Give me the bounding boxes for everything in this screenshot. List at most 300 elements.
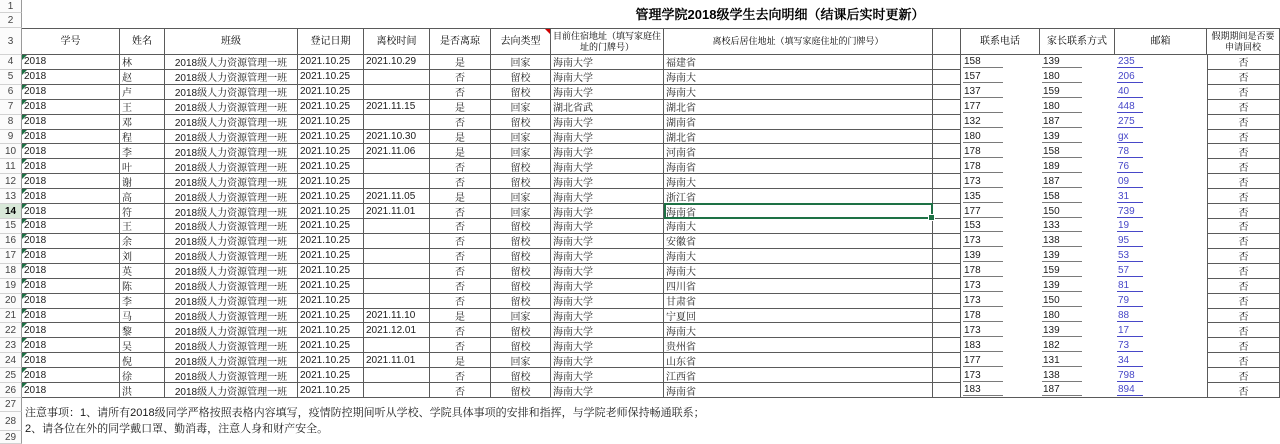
cell-r25-leave[interactable] — [364, 368, 430, 383]
cell-r26-sid[interactable] — [22, 383, 120, 398]
cell-r26-cls[interactable] — [165, 383, 298, 398]
cell-r14-phone[interactable] — [961, 204, 1040, 219]
cell-r5-holiday[interactable] — [1207, 70, 1280, 85]
cell-r10-cls[interactable] — [165, 144, 298, 159]
cell-r5-reg[interactable] — [298, 70, 364, 85]
cell-r7-island[interactable] — [430, 100, 491, 115]
cell-r16-email[interactable] — [1115, 234, 1207, 249]
cell-r6-island[interactable] — [430, 85, 491, 100]
cell-r17-after[interactable] — [664, 249, 933, 264]
cell-r20-gap[interactable] — [933, 294, 961, 309]
cell-r18-parent[interactable] — [1040, 264, 1115, 279]
cell-r24-cls[interactable] — [165, 353, 298, 368]
row-header-8[interactable] — [0, 115, 22, 130]
cell-r23-cls[interactable] — [165, 338, 298, 353]
email-link[interactable]: 275 — [1117, 116, 1143, 128]
cell-r23-cur[interactable] — [551, 338, 664, 353]
cell-r7-reg[interactable] — [298, 100, 364, 115]
cell-r19-cur[interactable] — [551, 279, 664, 294]
cell-r6-type[interactable] — [491, 85, 551, 100]
row-header-5[interactable] — [0, 70, 22, 85]
cell-r11-gap[interactable] — [933, 159, 961, 174]
cell-r9-holiday[interactable] — [1207, 130, 1280, 145]
cell-r8-gap[interactable] — [933, 115, 961, 130]
row-header-11[interactable] — [0, 159, 22, 174]
cell-r11-parent[interactable] — [1040, 159, 1115, 174]
cell-r22-name[interactable] — [120, 323, 165, 338]
cell-r17-cls[interactable] — [165, 249, 298, 264]
cell-r7-phone[interactable] — [961, 100, 1040, 115]
cell-r23-leave[interactable] — [364, 338, 430, 353]
cell-r18-type[interactable] — [491, 264, 551, 279]
cell-r13-name[interactable] — [120, 189, 165, 204]
cell-r17-email[interactable] — [1115, 249, 1207, 264]
cell-r15-reg[interactable] — [298, 219, 364, 234]
cell-r11-holiday[interactable] — [1207, 159, 1280, 174]
cell-r20-phone[interactable] — [961, 294, 1040, 309]
cell-r26-type[interactable] — [491, 383, 551, 398]
cell-r19-reg[interactable] — [298, 279, 364, 294]
cell-r12-reg[interactable] — [298, 174, 364, 189]
cell-r22-parent[interactable] — [1040, 323, 1115, 338]
cell-r25-cur[interactable] — [551, 368, 664, 383]
notes-line-2[interactable]: 2、请各位在外的同学戴口罩、勤消毒，注意人身和财产安全。 — [25, 423, 329, 435]
fill-handle[interactable] — [928, 214, 935, 221]
cell-r15-leave[interactable] — [364, 219, 430, 234]
cell-r24-parent[interactable] — [1040, 353, 1115, 368]
cell-r4-holiday[interactable] — [1207, 55, 1280, 70]
header-sid[interactable] — [22, 28, 120, 55]
cell-r15-island[interactable] — [430, 219, 491, 234]
cell-r4-sid[interactable] — [22, 55, 120, 70]
email-link[interactable]: 09 — [1117, 176, 1143, 188]
cell-r19-island[interactable] — [430, 279, 491, 294]
cell-r4-cls[interactable] — [165, 55, 298, 70]
cell-r4-island[interactable] — [430, 55, 491, 70]
cell-r13-cls[interactable] — [165, 189, 298, 204]
cell-r6-name[interactable] — [120, 85, 165, 100]
cell-r21-name[interactable] — [120, 309, 165, 324]
cell-r16-holiday[interactable] — [1207, 234, 1280, 249]
cell-r24-after[interactable] — [664, 353, 933, 368]
cell-r24-sid[interactable] — [22, 353, 120, 368]
cell-r21-phone[interactable] — [961, 309, 1040, 324]
row-header-4[interactable] — [0, 55, 22, 70]
cell-r7-email[interactable] — [1115, 100, 1207, 115]
header-type[interactable] — [491, 28, 551, 55]
cell-r5-parent[interactable] — [1040, 70, 1115, 85]
cell-r22-after[interactable] — [664, 323, 933, 338]
row-header-26[interactable] — [0, 383, 22, 398]
email-link[interactable]: 53 — [1117, 250, 1143, 262]
row-header-1[interactable] — [0, 0, 22, 13]
cell-r13-island[interactable] — [430, 189, 491, 204]
cell-r8-reg[interactable] — [298, 115, 364, 130]
email-link[interactable]: 798 — [1117, 370, 1143, 382]
row-header-27[interactable] — [0, 398, 22, 412]
cell-r18-phone[interactable] — [961, 264, 1040, 279]
cell-r20-leave[interactable] — [364, 294, 430, 309]
header-cur[interactable] — [551, 28, 664, 55]
cell-r12-gap[interactable] — [933, 174, 961, 189]
cell-r6-cur[interactable] — [551, 85, 664, 100]
cell-r7-parent[interactable] — [1040, 100, 1115, 115]
row-header-28[interactable] — [0, 412, 22, 431]
cell-r22-reg[interactable] — [298, 323, 364, 338]
header-reg[interactable] — [298, 28, 364, 55]
cell-r8-leave[interactable] — [364, 115, 430, 130]
cell-r4-type[interactable] — [491, 55, 551, 70]
cell-r13-leave[interactable] — [364, 189, 430, 204]
email-link[interactable]: 17 — [1117, 325, 1143, 337]
cell-r7-name[interactable] — [120, 100, 165, 115]
cell-r8-island[interactable] — [430, 115, 491, 130]
cell-r10-holiday[interactable] — [1207, 144, 1280, 159]
row-header-16[interactable] — [0, 234, 22, 249]
cell-r26-after[interactable] — [664, 383, 933, 398]
cell-r4-parent[interactable] — [1040, 55, 1115, 70]
cell-r24-phone[interactable] — [961, 353, 1040, 368]
cell-r12-email[interactable] — [1115, 174, 1207, 189]
cell-r18-after[interactable] — [664, 264, 933, 279]
cell-r10-phone[interactable] — [961, 144, 1040, 159]
cell-r7-leave[interactable] — [364, 100, 430, 115]
cell-r23-sid[interactable] — [22, 338, 120, 353]
cell-r15-gap[interactable] — [933, 219, 961, 234]
cell-r19-parent[interactable] — [1040, 279, 1115, 294]
cell-r18-gap[interactable] — [933, 264, 961, 279]
cell-r13-after[interactable] — [664, 189, 933, 204]
header-leave[interactable] — [364, 28, 430, 55]
cell-r26-leave[interactable] — [364, 383, 430, 398]
cell-r14-holiday[interactable] — [1207, 204, 1280, 219]
cell-r14-reg[interactable] — [298, 204, 364, 219]
cell-r8-after[interactable] — [664, 115, 933, 130]
cell-r10-parent[interactable] — [1040, 144, 1115, 159]
cell-r8-phone[interactable] — [961, 115, 1040, 130]
row-header-9[interactable] — [0, 130, 22, 145]
cell-r5-after[interactable] — [664, 70, 933, 85]
cell-r19-type[interactable] — [491, 279, 551, 294]
cell-r11-phone[interactable] — [961, 159, 1040, 174]
header-name[interactable] — [120, 28, 165, 55]
cell-r8-cur[interactable] — [551, 115, 664, 130]
cell-r20-name[interactable] — [120, 294, 165, 309]
row-header-12[interactable] — [0, 174, 22, 189]
row-header-19[interactable] — [0, 279, 22, 294]
cell-r22-leave[interactable] — [364, 323, 430, 338]
cell-r17-cur[interactable] — [551, 249, 664, 264]
cell-r24-reg[interactable] — [298, 353, 364, 368]
cell-r11-island[interactable] — [430, 159, 491, 174]
email-link[interactable]: 206 — [1117, 71, 1143, 83]
cell-r18-email[interactable] — [1115, 264, 1207, 279]
cell-r7-holiday[interactable] — [1207, 100, 1280, 115]
header-holiday[interactable] — [1207, 28, 1280, 55]
header-phone[interactable] — [961, 28, 1040, 55]
cell-r23-phone[interactable] — [961, 338, 1040, 353]
row-header-3[interactable] — [0, 28, 22, 55]
cell-r9-phone[interactable] — [961, 130, 1040, 145]
cell-r18-leave[interactable] — [364, 264, 430, 279]
cell-r4-email[interactable] — [1115, 55, 1207, 70]
cell-r15-phone[interactable] — [961, 219, 1040, 234]
cell-r18-sid[interactable] — [22, 264, 120, 279]
cell-r26-holiday[interactable] — [1207, 383, 1280, 398]
cell-r26-phone[interactable] — [961, 383, 1040, 398]
cell-r6-phone[interactable] — [961, 85, 1040, 100]
email-link[interactable]: 894 — [1117, 384, 1143, 396]
cell-r24-holiday[interactable] — [1207, 353, 1280, 368]
row-header-25[interactable] — [0, 368, 22, 383]
cell-r21-reg[interactable] — [298, 309, 364, 324]
cell-r22-island[interactable] — [430, 323, 491, 338]
cell-r9-after[interactable] — [664, 130, 933, 145]
cell-r14-leave[interactable] — [364, 204, 430, 219]
cell-r19-leave[interactable] — [364, 279, 430, 294]
cell-r7-cur[interactable] — [551, 100, 664, 115]
cell-r11-type[interactable] — [491, 159, 551, 174]
cell-r10-island[interactable] — [430, 144, 491, 159]
cell-r26-cur[interactable] — [551, 383, 664, 398]
cell-r9-parent[interactable] — [1040, 130, 1115, 145]
cell-r21-parent[interactable] — [1040, 309, 1115, 324]
row-header-13[interactable] — [0, 189, 22, 204]
cell-r12-cls[interactable] — [165, 174, 298, 189]
cell-r12-sid[interactable] — [22, 174, 120, 189]
cell-r8-holiday[interactable] — [1207, 115, 1280, 130]
cell-r10-sid[interactable] — [22, 144, 120, 159]
cell-r19-sid[interactable] — [22, 279, 120, 294]
cell-r7-cls[interactable] — [165, 100, 298, 115]
cell-r10-leave[interactable] — [364, 144, 430, 159]
cell-r11-after[interactable] — [664, 159, 933, 174]
cell-r13-holiday[interactable] — [1207, 189, 1280, 204]
header-island[interactable] — [430, 28, 491, 55]
cell-r4-name[interactable] — [120, 55, 165, 70]
cell-r7-type[interactable] — [491, 100, 551, 115]
row-header-20[interactable] — [0, 294, 22, 309]
cell-r9-email[interactable] — [1115, 130, 1207, 145]
cell-r12-cur[interactable] — [551, 174, 664, 189]
row-header-7[interactable] — [0, 100, 22, 115]
cell-r17-island[interactable] — [430, 249, 491, 264]
cell-r19-gap[interactable] — [933, 279, 961, 294]
cell-r20-after[interactable] — [664, 294, 933, 309]
sheet-title[interactable]: 管理学院2018级学生去向明细（结课后实时更新） — [635, 7, 925, 22]
cell-r12-leave[interactable] — [364, 174, 430, 189]
cell-r8-email[interactable] — [1115, 115, 1207, 130]
cell-r24-name[interactable] — [120, 353, 165, 368]
cell-r18-holiday[interactable] — [1207, 264, 1280, 279]
cell-r4-phone[interactable] — [961, 55, 1040, 70]
cell-r21-gap[interactable] — [933, 309, 961, 324]
cell-r16-gap[interactable] — [933, 234, 961, 249]
email-link[interactable]: gx — [1117, 131, 1143, 143]
row-header-22[interactable] — [0, 323, 22, 338]
cell-r23-after[interactable] — [664, 338, 933, 353]
cell-r15-holiday[interactable] — [1207, 219, 1280, 234]
cell-r20-cls[interactable] — [165, 294, 298, 309]
cell-r15-cur[interactable] — [551, 219, 664, 234]
cell-r5-type[interactable] — [491, 70, 551, 85]
cell-r6-cls[interactable] — [165, 85, 298, 100]
email-link[interactable]: 448 — [1117, 101, 1143, 113]
cell-r25-parent[interactable] — [1040, 368, 1115, 383]
cell-r5-cls[interactable] — [165, 70, 298, 85]
cell-r17-reg[interactable] — [298, 249, 364, 264]
cell-r10-cur[interactable] — [551, 144, 664, 159]
header-cls[interactable] — [165, 28, 298, 55]
cell-r14-type[interactable] — [491, 204, 551, 219]
cell-r16-island[interactable] — [430, 234, 491, 249]
cell-r17-holiday[interactable] — [1207, 249, 1280, 264]
cell-r15-email[interactable] — [1115, 219, 1207, 234]
cell-r26-email[interactable] — [1115, 383, 1207, 398]
cell-r21-after[interactable] — [664, 309, 933, 324]
row-header-2[interactable] — [0, 13, 22, 28]
cell-r17-gap[interactable] — [933, 249, 961, 264]
cell-r23-holiday[interactable] — [1207, 338, 1280, 353]
cell-r9-type[interactable] — [491, 130, 551, 145]
cell-r13-parent[interactable] — [1040, 189, 1115, 204]
cell-r26-reg[interactable] — [298, 383, 364, 398]
cell-r11-email[interactable] — [1115, 159, 1207, 174]
cell-r11-leave[interactable] — [364, 159, 430, 174]
cell-r6-gap[interactable] — [933, 85, 961, 100]
cell-r13-phone[interactable] — [961, 189, 1040, 204]
cell-r15-parent[interactable] — [1040, 219, 1115, 234]
cell-r17-leave[interactable] — [364, 249, 430, 264]
cell-r20-reg[interactable] — [298, 294, 364, 309]
cell-r21-type[interactable] — [491, 309, 551, 324]
cell-r25-island[interactable] — [430, 368, 491, 383]
cell-r20-type[interactable] — [491, 294, 551, 309]
cell-r10-type[interactable] — [491, 144, 551, 159]
cell-r5-cur[interactable] — [551, 70, 664, 85]
cell-r12-name[interactable] — [120, 174, 165, 189]
cell-r13-sid[interactable] — [22, 189, 120, 204]
cell-r23-parent[interactable] — [1040, 338, 1115, 353]
cell-r15-after[interactable] — [664, 219, 933, 234]
cell-r16-name[interactable] — [120, 234, 165, 249]
cell-r23-island[interactable] — [430, 338, 491, 353]
cell-r11-cls[interactable] — [165, 159, 298, 174]
cell-r16-parent[interactable] — [1040, 234, 1115, 249]
email-link[interactable]: 739 — [1117, 206, 1143, 218]
cell-r21-holiday[interactable] — [1207, 309, 1280, 324]
cell-r4-gap[interactable] — [933, 55, 961, 70]
cell-r16-cls[interactable] — [165, 234, 298, 249]
cell-r21-cls[interactable] — [165, 309, 298, 324]
cell-r26-parent[interactable] — [1040, 383, 1115, 398]
cell-r6-parent[interactable] — [1040, 85, 1115, 100]
cell-r4-reg[interactable] — [298, 55, 364, 70]
cell-r23-type[interactable] — [491, 338, 551, 353]
row-header-24[interactable] — [0, 353, 22, 368]
cell-r21-island[interactable] — [430, 309, 491, 324]
row-header-18[interactable] — [0, 264, 22, 279]
cell-r22-sid[interactable] — [22, 323, 120, 338]
header-email[interactable] — [1115, 28, 1207, 55]
cell-r12-holiday[interactable] — [1207, 174, 1280, 189]
cell-r11-reg[interactable] — [298, 159, 364, 174]
cell-r19-email[interactable] — [1115, 279, 1207, 294]
email-link[interactable]: 40 — [1117, 86, 1143, 98]
cell-r14-name[interactable] — [120, 204, 165, 219]
cell-r14-gap[interactable] — [933, 204, 961, 219]
cell-r4-leave[interactable] — [364, 55, 430, 70]
cell-r5-name[interactable] — [120, 70, 165, 85]
cell-r9-island[interactable] — [430, 130, 491, 145]
cell-r12-island[interactable] — [430, 174, 491, 189]
email-link[interactable]: 73 — [1117, 340, 1143, 352]
cell-r10-name[interactable] — [120, 144, 165, 159]
cell-r21-leave[interactable] — [364, 309, 430, 324]
cell-r25-cls[interactable] — [165, 368, 298, 383]
cell-r6-holiday[interactable] — [1207, 85, 1280, 100]
cell-r17-phone[interactable] — [961, 249, 1040, 264]
email-link[interactable]: 78 — [1117, 146, 1143, 158]
cell-r26-island[interactable] — [430, 383, 491, 398]
cell-r25-phone[interactable] — [961, 368, 1040, 383]
cell-r6-after[interactable] — [664, 85, 933, 100]
cell-r8-cls[interactable] — [165, 115, 298, 130]
cell-r5-phone[interactable] — [961, 70, 1040, 85]
cell-r16-leave[interactable] — [364, 234, 430, 249]
cell-r13-cur[interactable] — [551, 189, 664, 204]
cell-r14-island[interactable] — [430, 204, 491, 219]
cell-r25-holiday[interactable] — [1207, 368, 1280, 383]
cell-r14-email[interactable] — [1115, 204, 1207, 219]
cell-r5-email[interactable] — [1115, 70, 1207, 85]
cell-r5-leave[interactable] — [364, 70, 430, 85]
cell-r26-gap[interactable] — [933, 383, 961, 398]
row-header-10[interactable] — [0, 144, 22, 159]
cell-r24-email[interactable] — [1115, 353, 1207, 368]
cell-r9-gap[interactable] — [933, 130, 961, 145]
cell-r21-email[interactable] — [1115, 309, 1207, 324]
cell-r9-leave[interactable] — [364, 130, 430, 145]
row-header-15[interactable] — [0, 219, 22, 234]
cell-r12-after[interactable] — [664, 174, 933, 189]
cell-r14-parent[interactable] — [1040, 204, 1115, 219]
cell-r25-after[interactable] — [664, 368, 933, 383]
cell-r16-reg[interactable] — [298, 234, 364, 249]
cell-r14-cls[interactable] — [165, 204, 298, 219]
cell-r21-cur[interactable] — [551, 309, 664, 324]
cell-r25-name[interactable] — [120, 368, 165, 383]
cell-r19-after[interactable] — [664, 279, 933, 294]
cell-r23-email[interactable] — [1115, 338, 1207, 353]
cell-r18-reg[interactable] — [298, 264, 364, 279]
cell-r17-type[interactable] — [491, 249, 551, 264]
cell-r17-sid[interactable] — [22, 249, 120, 264]
cell-r15-sid[interactable] — [22, 219, 120, 234]
cell-r13-type[interactable] — [491, 189, 551, 204]
cell-r25-type[interactable] — [491, 368, 551, 383]
cell-r25-email[interactable] — [1115, 368, 1207, 383]
cell-r20-email[interactable] — [1115, 294, 1207, 309]
cell-r10-reg[interactable] — [298, 144, 364, 159]
cell-r8-name[interactable] — [120, 115, 165, 130]
cell-r22-email[interactable] — [1115, 323, 1207, 338]
cell-r10-gap[interactable] — [933, 144, 961, 159]
cell-r9-reg[interactable] — [298, 130, 364, 145]
row-header-17[interactable] — [0, 249, 22, 264]
cell-r13-reg[interactable] — [298, 189, 364, 204]
header-gap[interactable] — [933, 28, 961, 55]
